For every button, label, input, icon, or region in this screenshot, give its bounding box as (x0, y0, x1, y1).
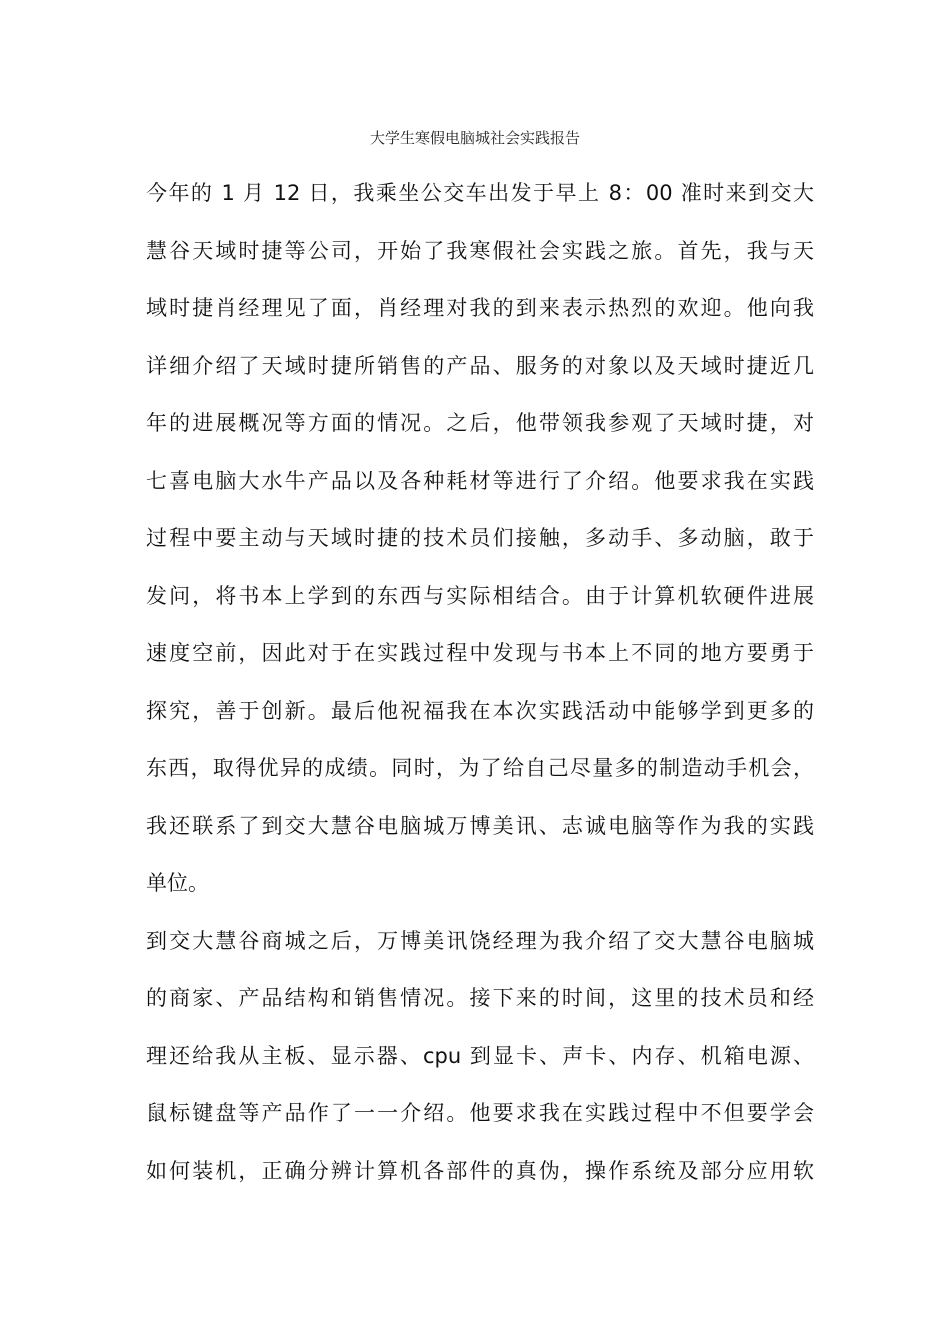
text-line: 年的进展概况等方面的情况。之后，他带领我参观了天域时捷，对 (146, 411, 814, 435)
text-line: 过程中要主动与天域时捷的技术员们接触，多动手、多动脑，敢于 (146, 526, 814, 550)
document-body (146, 165, 814, 1200)
text-line: 如何装机，正确分辨计算机各部件的真伪，操作系统及部分应用软 (146, 1158, 814, 1183)
text-line: 详细介绍了天域时捷所销售的产品、服务的对象以及天域时捷近几 (146, 353, 814, 378)
text-line: 发问，将书本上学到的东西与实际相结合。由于计算机软硬件进展 (146, 583, 814, 608)
text-line: 理还给我从主板、显示器、cpu 到显卡、声卡、内存、机箱电源、 (146, 1043, 814, 1068)
text-line: 到交大慧谷商城之后，万博美讯饶经理为我介绍了交大慧谷电脑城 (146, 928, 814, 953)
text-line: 探究，善于创新。最后他祝福我在本次实践活动中能够学到更多的 (146, 698, 814, 723)
text-line: 我还联系了到交大慧谷电脑城万博美讯、志诚电脑等作为我的实践 (146, 813, 814, 838)
text-line: 东西，取得优异的成绩。同时，为了给自己尽量多的制造动手机会， (146, 756, 814, 780)
text-line: 七喜电脑大水牛产品以及各种耗材等进行了介绍。他要求我在实践 (146, 468, 814, 493)
document-title: 大学生寒假电脑城社会实践报告 (369, 129, 580, 147)
text-line: 慧谷天域时捷等公司，开始了我寒假社会实践之旅。首先，我与天 (146, 238, 814, 263)
text-line: 的商家、产品结构和销售情况。接下来的时间，这里的技术员和经 (146, 986, 814, 1010)
text-line: 速度空前，因此对于在实践过程中发现与书本上不同的地方要勇于 (146, 641, 814, 665)
paragraph-1 (146, 165, 814, 913)
paragraph-2 (146, 913, 814, 1201)
text-line: 今年的 1 月 12 日，我乘坐公交车出发于早上 8：00 准时来到交大 (146, 181, 814, 205)
text-line: 单位。 (146, 871, 209, 895)
text-line: 域时捷肖经理见了面，肖经理对我的到来表示热烈的欢迎。他向我 (146, 296, 814, 320)
text-line: 鼠标键盘等产品作了一一介绍。他要求我在实践过程中不但要学会 (146, 1101, 814, 1125)
